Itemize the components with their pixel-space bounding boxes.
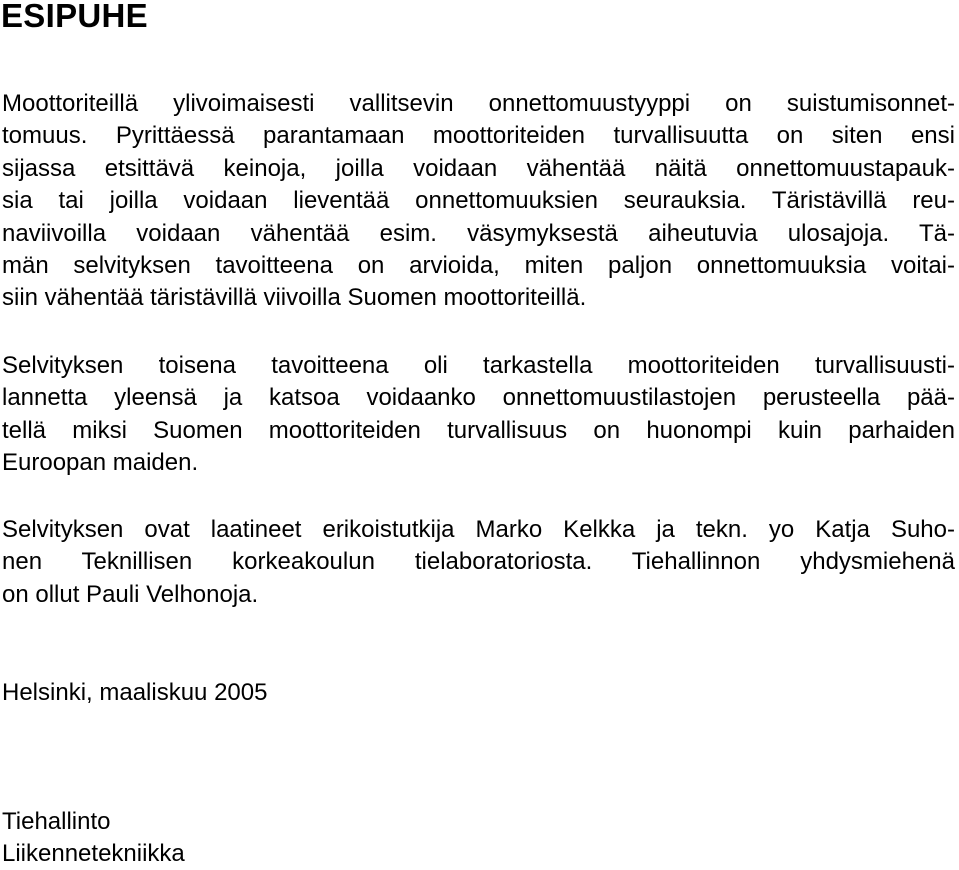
- paragraph-second-goal: [2, 350, 955, 480]
- paragraph-line: sia tai joilla voidaan lieventää onnettomuuksien seurauksia. Täristävillä reu-: [2, 187, 955, 215]
- paragraph-line: on ollut Pauli Velhonoja.: [2, 580, 259, 608]
- paragraph-line: sijassa etsittävä keinoja, joilla voidaan vähentää näitä onnettomuustapauk-: [2, 154, 955, 182]
- page-title: ESIPUHE: [1, 0, 148, 34]
- paragraph-line: Moottoriteillä ylivoimaisesti vallitsevin onnettomuustyyppi on suistumisonnet-: [2, 90, 955, 117]
- paragraph-line: män selvityksen tavoitteena on arvioida, miten paljon onnettomuuksia voitai-: [2, 251, 955, 279]
- paragraph-line: naviivoilla voidaan vähentää esim. väsymyksestä aiheutuvia ulosajoja. Tä-: [2, 219, 955, 247]
- paragraph-line: tomuus. Pyrittäessä parantamaan moottoriteiden turvallisuutta on siten ensi: [2, 122, 955, 150]
- paragraph-line: nen Teknillisen korkeakoulun tielaboratoriosta. Tiehallinnon yhdysmiehenä: [2, 548, 955, 576]
- paragraph-authors: [2, 514, 955, 611]
- signature-organization: Tiehallinto: [2, 808, 111, 835]
- paragraph-line: Euroopan maiden.: [2, 449, 199, 477]
- paragraph-line: tellä miksi Suomen moottoriteiden turvallisuus on huonompi kuin parhaiden: [2, 416, 955, 444]
- paragraph-line: siin vähentää täristävillä viivoilla Suomen moottoriteillä.: [2, 284, 587, 312]
- paragraph-introduction: [2, 88, 955, 315]
- place-date: Helsinki, maaliskuu 2005: [2, 679, 268, 706]
- paragraph-line: Selvityksen ovat laatineet erikoistutkija Marko Kelkka ja tekn. yo Katja Suho-: [2, 516, 955, 543]
- signature-department: Liikennetekniikka: [2, 840, 185, 867]
- paragraph-line: Selvityksen toisena tavoitteena oli tarkastella moottoriteiden turvallisuusti-: [2, 352, 955, 379]
- paragraph-line: lannetta yleensä ja katsoa voidaanko onnettomuustilastojen perusteella pää-: [2, 384, 955, 412]
